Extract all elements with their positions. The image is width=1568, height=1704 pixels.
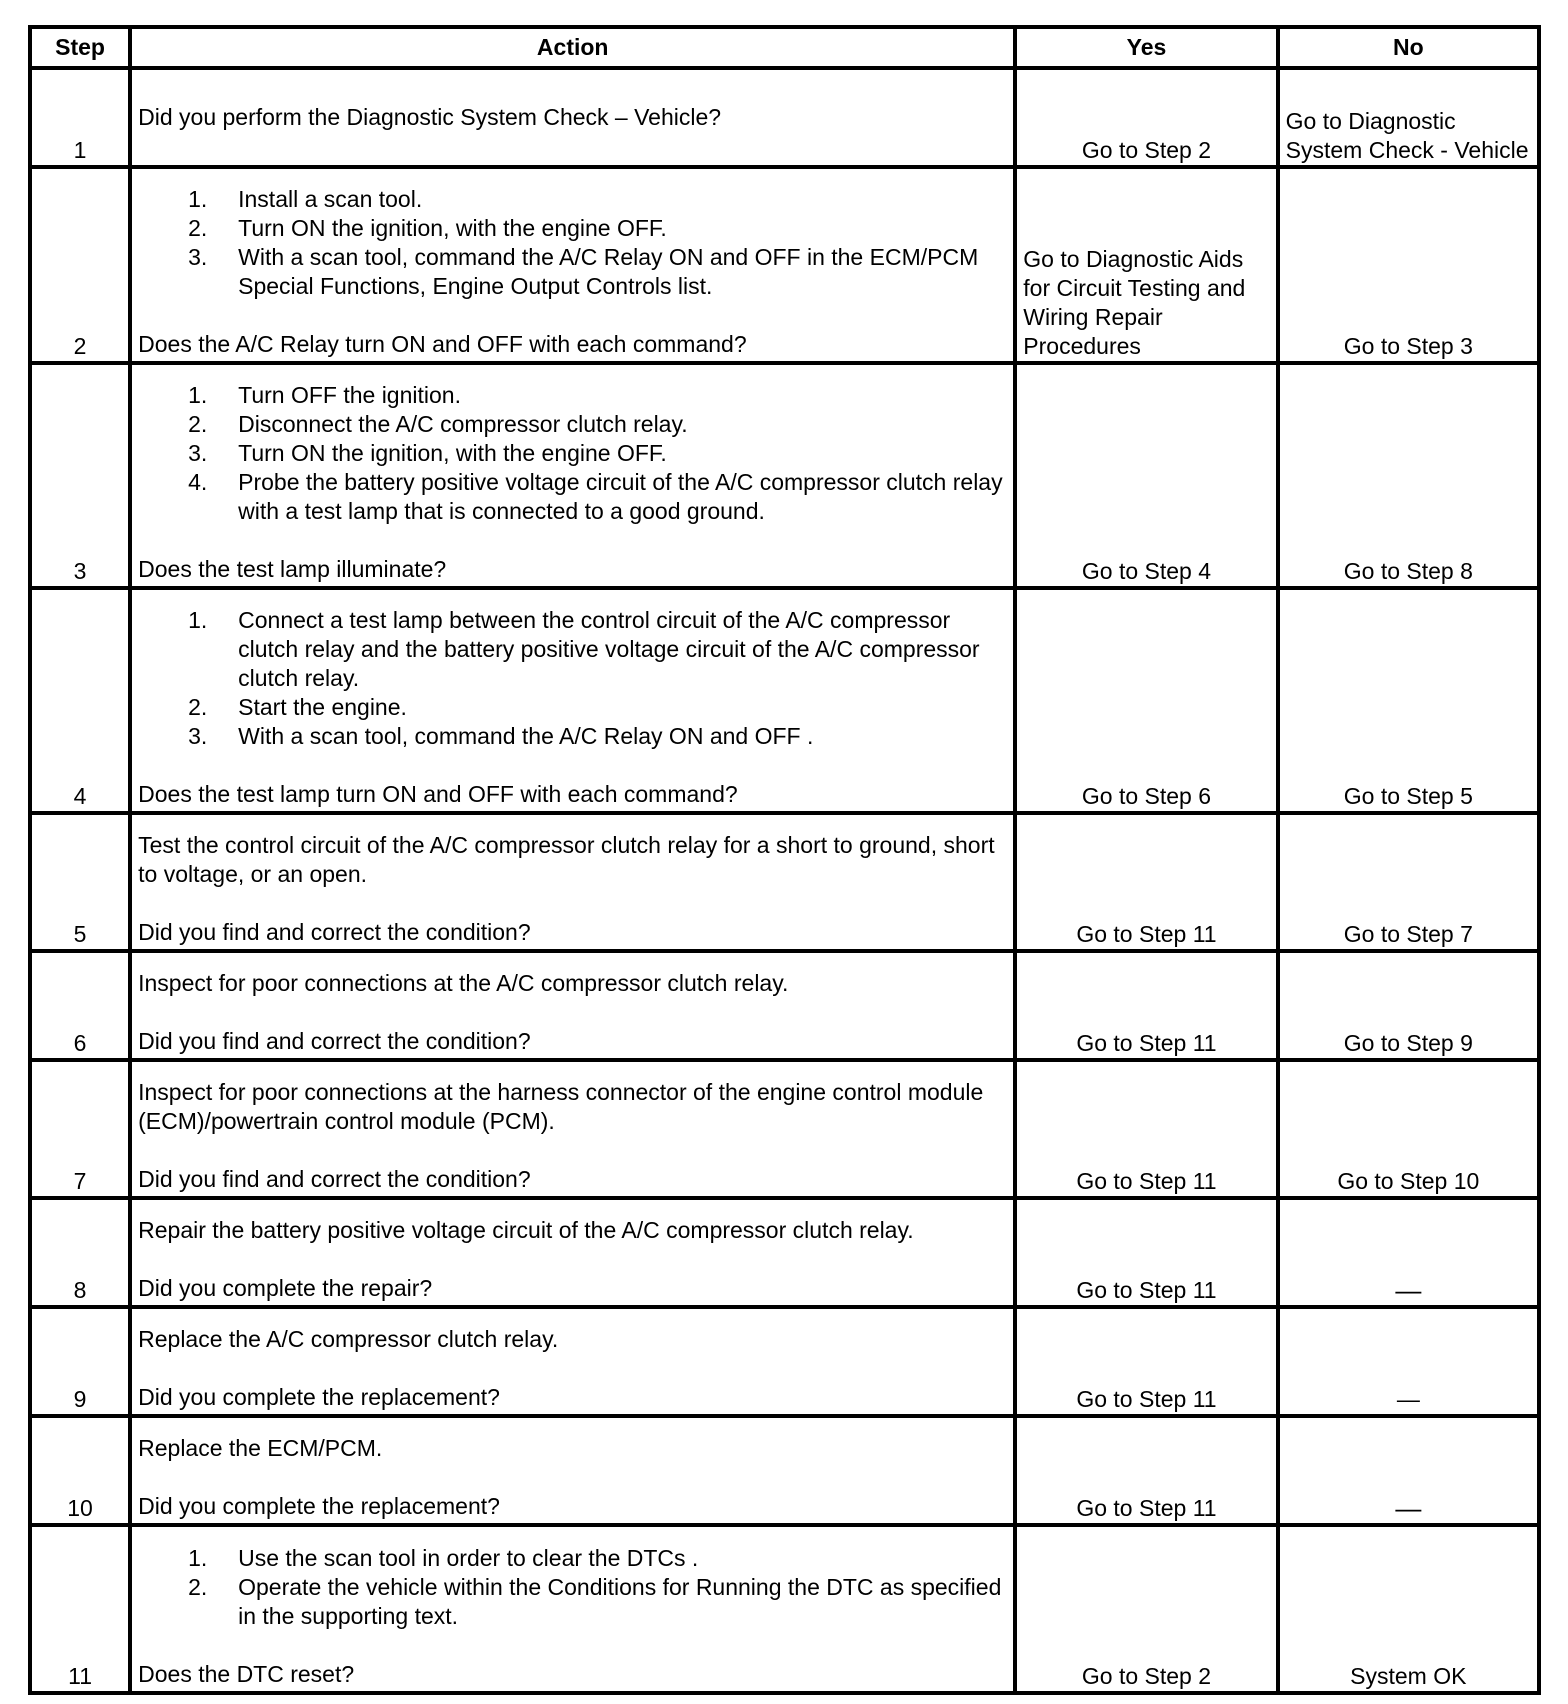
yes-result: Go to Step 2 <box>1015 1525 1277 1693</box>
step-number: 5 <box>30 813 130 951</box>
action-step-item: 1. Turn OFF the ignition. <box>188 382 461 408</box>
action-body: Test the control circuit of the A/C compressor clutch relay for a short to ground, short to voltage, or an open. <box>138 832 995 887</box>
table-row <box>30 167 1539 363</box>
table-row <box>30 1416 1539 1525</box>
yes-result: Go to Diagnostic Aids for Circuit Testing and Wiring Repair Procedures <box>1015 167 1277 363</box>
no-result: Go to Step 7 <box>1278 813 1539 951</box>
action-cell <box>130 68 1015 167</box>
action-question: Did you complete the replacement? <box>138 1493 500 1519</box>
step-number: 1 <box>30 68 130 167</box>
action-question: Did you complete the repair? <box>138 1275 433 1301</box>
table-row <box>30 1307 1539 1416</box>
table-row <box>30 1198 1539 1307</box>
no-result: Go to Step 10 <box>1278 1060 1539 1198</box>
action-body: Replace the ECM/PCM. <box>138 1435 383 1461</box>
table-row <box>30 1060 1539 1198</box>
step-number: 4 <box>30 588 130 813</box>
action-steps <box>138 381 1007 526</box>
header-no: No <box>1278 27 1539 68</box>
action-step-item: 4. Probe the battery positive voltage circuit of the A/C compressor clutch relay with a test lamp that is connected to a good ground. <box>188 469 1003 524</box>
action-cell <box>130 588 1015 813</box>
no-result: — <box>1278 1416 1539 1525</box>
action-step-item: 1. Install a scan tool. <box>188 186 423 212</box>
table-header-row <box>30 27 1539 68</box>
action-cell <box>130 951 1015 1060</box>
action-cell <box>130 1416 1015 1525</box>
yes-result: Go to Step 6 <box>1015 588 1277 813</box>
action-cell <box>130 1307 1015 1416</box>
table-row <box>30 363 1539 588</box>
yes-result: Go to Step 11 <box>1015 1198 1277 1307</box>
action-cell <box>130 813 1015 951</box>
step-number: 11 <box>30 1525 130 1693</box>
table-row <box>30 68 1539 167</box>
header-yes: Yes <box>1015 27 1277 68</box>
action-step-item: 2. Start the engine. <box>188 694 407 720</box>
action-step-item: 1. Use the scan tool in order to clear the DTCs . <box>188 1545 699 1571</box>
yes-result: Go to Step 11 <box>1015 951 1277 1060</box>
no-result: Go to Step 3 <box>1278 167 1539 363</box>
yes-result: Go to Step 11 <box>1015 1307 1277 1416</box>
no-result: Go to Step 9 <box>1278 951 1539 1060</box>
yes-result: Go to Step 11 <box>1015 1416 1277 1525</box>
action-steps <box>138 185 1007 301</box>
step-number: 10 <box>30 1416 130 1525</box>
yes-result: Go to Step 4 <box>1015 363 1277 588</box>
action-cell <box>130 1198 1015 1307</box>
action-cell <box>130 1525 1015 1693</box>
action-question: Does the A/C Relay turn ON and OFF with each command? <box>138 331 747 357</box>
header-step: Step <box>30 27 130 68</box>
no-result: Go to Step 5 <box>1278 588 1539 813</box>
table-row <box>30 588 1539 813</box>
diagnostic-table <box>28 25 1541 1695</box>
action-cell <box>130 167 1015 363</box>
no-result: Go to Diagnostic System Check - Vehicle <box>1278 68 1539 167</box>
action-step-item: 1. Connect a test lamp between the control circuit of the A/C compressor clutch relay and the battery positive voltage circuit of the A/C compressor clutch relay. <box>188 607 980 691</box>
step-number: 7 <box>30 1060 130 1198</box>
action-step-item: 2. Disconnect the A/C compressor clutch relay. <box>188 411 688 437</box>
action-question: Does the DTC reset? <box>138 1661 355 1687</box>
action-body: Inspect for poor connections at the harness connector of the engine control module (ECM)/powertrain control module (PCM). <box>138 1079 984 1134</box>
action-question: Did you complete the replacement? <box>138 1384 500 1410</box>
table-row <box>30 1525 1539 1693</box>
step-number: 8 <box>30 1198 130 1307</box>
no-result: Go to Step 8 <box>1278 363 1539 588</box>
yes-result: Go to Step 11 <box>1015 813 1277 951</box>
action-body: Inspect for poor connections at the A/C compressor clutch relay. <box>138 970 789 996</box>
action-question: Did you find and correct the condition? <box>138 1028 531 1054</box>
table-row <box>30 951 1539 1060</box>
action-question: Did you perform the Diagnostic System Check – Vehicle? <box>138 104 722 130</box>
action-question: Did you find and correct the condition? <box>138 1166 531 1192</box>
action-body: Replace the A/C compressor clutch relay. <box>138 1326 559 1352</box>
step-number: 2 <box>30 167 130 363</box>
no-result: System OK <box>1278 1525 1539 1693</box>
step-number: 6 <box>30 951 130 1060</box>
action-step-item: 3. With a scan tool, command the A/C Relay ON and OFF . <box>188 723 814 749</box>
action-cell <box>130 363 1015 588</box>
action-step-item: 3. With a scan tool, command the A/C Relay ON and OFF in the ECM/PCM Special Functions, Engine Output Controls list. <box>188 244 979 299</box>
header-action: Action <box>130 27 1015 68</box>
action-steps <box>138 1544 1007 1631</box>
action-question: Does the test lamp turn ON and OFF with each command? <box>138 781 738 807</box>
action-step-item: 2. Turn ON the ignition, with the engine OFF. <box>188 215 667 241</box>
step-number: 3 <box>30 363 130 588</box>
action-step-item: 2. Operate the vehicle within the Conditions for Running the DTC as specified in the supporting text. <box>188 1574 1002 1629</box>
no-result: — <box>1278 1307 1539 1416</box>
step-number: 9 <box>30 1307 130 1416</box>
action-question: Does the test lamp illuminate? <box>138 556 447 582</box>
action-step-item: 3. Turn ON the ignition, with the engine OFF. <box>188 440 667 466</box>
action-body: Repair the battery positive voltage circuit of the A/C compressor clutch relay. <box>138 1217 914 1243</box>
action-cell <box>130 1060 1015 1198</box>
table-row <box>30 813 1539 951</box>
no-result: — <box>1278 1198 1539 1307</box>
yes-result: Go to Step 2 <box>1015 68 1277 167</box>
action-steps <box>138 606 1007 751</box>
yes-result: Go to Step 11 <box>1015 1060 1277 1198</box>
action-question: Did you find and correct the condition? <box>138 919 531 945</box>
